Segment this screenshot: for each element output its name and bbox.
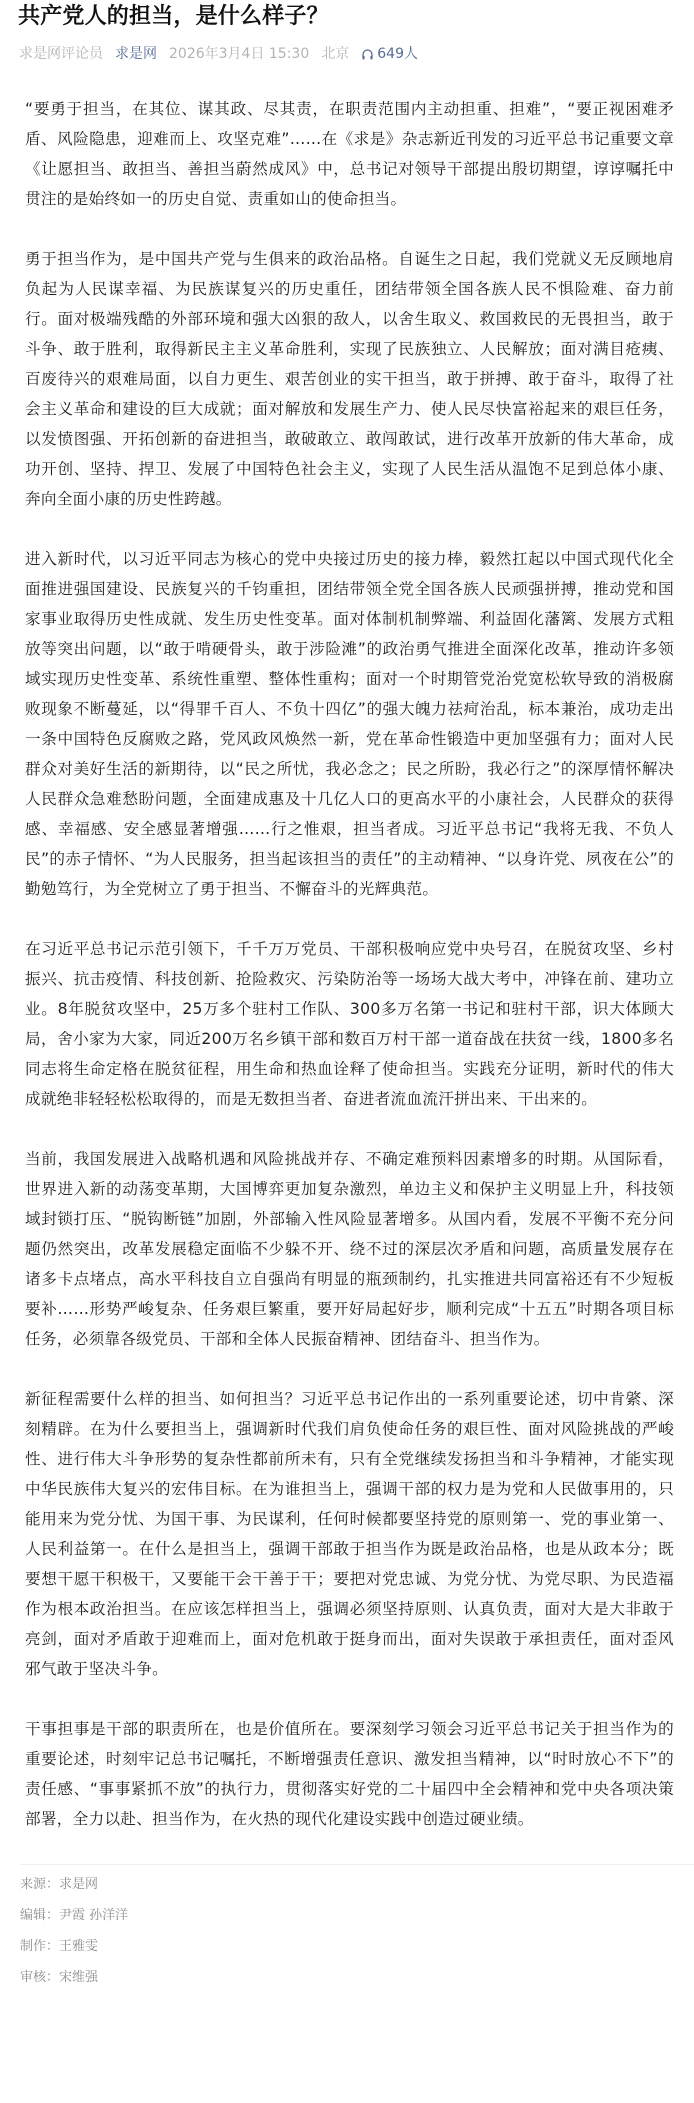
article-title: 共产党人的担当，是什么样子？ [18,4,329,29]
footer-divider [20,1864,694,1865]
paragraph: “要勇于担当，在其位、谋其政、尽其责，在职责范围内主动担重、担难”，“要正视困难矛盾、风险隐患，迎难而上、攻坚克难”……在《求是》杂志新近刊发的习近平总书记重要文章《让愿担当、敢担当、善担当蔚然成风》中，总书记对领导干部提出殷切期望，谆谆嘱托中贯注的是始终如一的历史自觉、责重如山的使命担当。 [25,100,674,208]
listen-button[interactable] [361,44,430,64]
credit-source: 来源：求是网 [20,1877,99,1892]
credit-producer: 制作：王雅雯 [20,1939,99,1954]
listen-count: 649人 [377,46,418,62]
article-page [0,2,694,1993]
paragraph: 新征程需要什么样的担当、如何担当？习近平总书记作出的一系列重要论述，切中肯綮、深刻精辟。在为什么要担当上，强调新时代我们肩负使命任务的艰巨性、面对风险挑战的严峻性、进行伟大斗争形势的复杂性都前所未有，只有全党继续发扬担当和斗争精神，才能实现中华民族伟大复兴的宏伟目标。在为谁担当上，强调干部的权力是为党和人民做事用的，只能用来为党分忧、为国干事、为民谋利，任何时候都要坚持党的原则第一、党的事业第一、人民利益第一。在什么是担当上，强调干部敢于担当作为既是政治品格，也是从政本分；既要想干愿干积极干，又要能干会干善于干；要把对党忠诚、为党分忧、为党尽职、为民造福作为根本政治担当。在应该怎样担当上，强调必须坚持原则、认真负责，面对大是大非敢于亮剑，面对矛盾敢于迎难而上，面对危机敢于挺身而出，面对失误敢于承担责任，面对歪风邪气敢于坚决斗争。 [25,1390,674,1678]
article-meta [19,44,680,64]
publish-datetime: 2026年3月4日 15:30 [169,46,310,62]
credit-editor: 编辑：尹霞 孙洋洋 [20,1908,129,1923]
paragraph: 在习近平总书记示范引领下，千千万万党员、干部积极响应党中央号召，在脱贫攻坚、乡村振兴、抗击疫情、科技创新、抢险救灾、污染防治等一场场大战大考中，冲锋在前、建功立业。8年脱贫攻坚中，25万多个驻村工作队、300多万名第一书记和驻村干部，识大体顾大局，舍小家为大家，同近200万名乡镇干部和数百万村干部一道奋战在扶贫一线，1800多名同志将生命定格在脱贫征程，用生命和热血诠释了使命担当。实践充分证明，新时代的伟大成就绝非轻轻松松取得的，而是无数担当者、奋进者流血流汗拼出来、干出来的。 [25,940,674,1108]
paragraph: 进入新时代，以习近平同志为核心的党中央接过历史的接力棒，毅然扛起以中国式现代化全面推进强国建设、民族复兴的千钧重担，团结带领全党全国各族人民顽强拼搏，推动党和国家事业取得历史性成就、发生历史性变革。面对体制机制弊端、利益固化藩篱、发展方式粗放等突出问题，以“敢于啃硬骨头，敢于涉险滩”的政治勇气推进全面深化改革，推动许多领域实现历史性变革、系统性重塑、整体性重构；面对一个时期管党治党宽松软导致的消极腐败现象不断蔓延，以“得罪千百人、不负十四亿”的强大魄力祛疴治乱，标本兼治，成功走出一条中国特色反腐败之路，党风政风焕然一新，党在革命性锻造中更加坚强有力；面对人民群众对美好生活的新期待，以“民之所忧，我必念之；民之所盼，我必行之”的深厚情怀解决人民群众急难愁盼问题，全面建成惠及十几亿人口的更高水平的小康社会，人民群众的获得感、幸福感、安全感显著增强……行之惟艰，担当者成。习近平总书记“我将无我、不负人民”的赤子情怀、“为人民服务，担当起该担当的责任”的主动精神、“以身许党、夙夜在公”的勤勉笃行，为全党树立了勇于担当、不懈奋斗的光辉典范。 [25,550,674,898]
publish-location: 北京 [321,46,350,62]
headphones-icon [361,48,374,61]
paragraph: 干事担事是干部的职责所在，也是价值所在。要深刻学习领会习近平总书记关于担当作为的重要论述，时刻牢记总书记嘱托，不断增强责任意识、激发担当精神，以“时时放心不下”的责任感、“事事紧抓不放”的执行力，贯彻落实好党的二十届四中全会精神和党中央各项决策部署，全力以赴、担当作为，在火热的现代化建设实践中创造过硬业绩。 [25,1720,674,1828]
source-account-link[interactable]: 求是网 [115,46,157,62]
paragraph: 当前，我国发展进入战略机遇和风险挑战并存、不确定难预料因素增多的时期。从国际看，世界进入新的动荡变革期，大国博弈更加复杂激烈，单边主义和保护主义明显上升，科技领域封锁打压、“脱钩断链”加剧，外部输入性风险显著增多。从国内看，发展不平衡不充分问题仍然突出，改革发展稳定面临不少躲不开、绕不过的深层次矛盾和问题，高质量发展存在诸多卡点堵点，高水平科技自立自强尚有明显的瓶颈制约，扎实推进共同富裕还有不少短板要补……形势严峻复杂、任务艰巨繁重，要开好局起好步，顺利完成“十五五”时期各项目标任务，必须靠各级党员、干部和全体人民振奋精神、团结奋斗、担当作为。 [25,1150,674,1348]
author-label: 求是网评论员 [19,46,103,62]
article-body [14,94,680,1834]
credit-reviewer: 审核：宋维强 [20,1970,99,1985]
paragraph: 勇于担当作为，是中国共产党与生俱来的政治品格。自诞生之日起，我们党就义无反顾地肩负起为人民谋幸福、为民族谋复兴的历史重任，团结带领全国各族人民不惧险难、奋力前行。面对极端残酷的外部环境和强大凶狠的敌人，以舍生取义、救国救民的无畏担当，敢于斗争、敢于胜利，取得新民主主义革命胜利，实现了民族独立、人民解放；面对满目疮痍、百废待兴的艰难局面，以自力更生、艰苦创业的实干担当，敢于拼搏、敢于奋斗，取得了社会主义革命和建设的巨大成就；面对解放和发展生产力、使人民尽快富裕起来的艰巨任务，以发愤图强、开拓创新的奋进担当，敢破敢立、敢闯敢试，进行改革开放新的伟大革命，成功开创、坚持、捍卫、发展了中国特色社会主义，实现了人民生活从温饱不足到总体小康、奔向全面小康的历史性跨越。 [25,250,674,508]
article-credits [14,1869,680,1993]
